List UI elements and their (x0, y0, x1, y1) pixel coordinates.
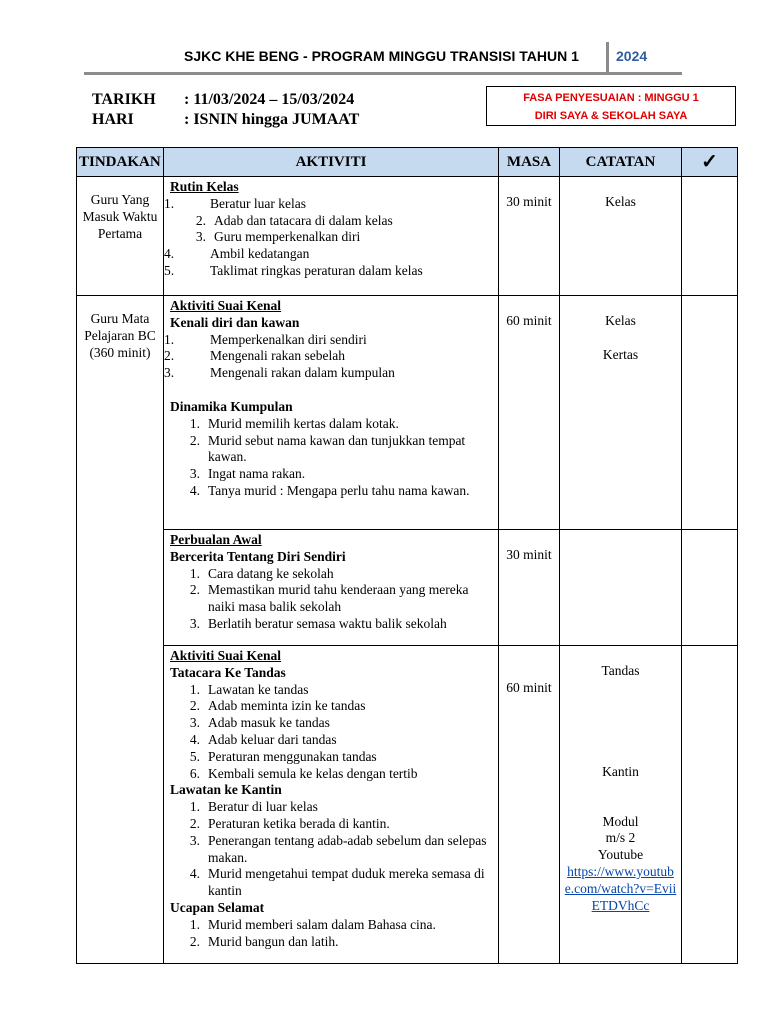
catatan-line: Modul (602, 813, 639, 829)
list-item: 3. Adab masuk ke tandas (189, 715, 330, 731)
catatan-line: Youtube (597, 847, 644, 863)
check-cell[interactable] (682, 530, 738, 646)
list-item: 5. Taklimat ringkas peraturan dalam kelas (164, 262, 423, 278)
list-item: 2. Peraturan ketika berada di kantin. (189, 815, 390, 831)
check-cell[interactable] (682, 177, 738, 296)
tarikh-value: : 11/03/2024 – 15/03/2024 (184, 91, 355, 108)
aktiviti-cell (164, 177, 499, 296)
document-year: 2024 (616, 48, 648, 64)
masa-cell: 60 minit (499, 296, 560, 530)
document-header (84, 42, 682, 75)
activity-subheading: Ucapan Selamat (170, 899, 265, 915)
list-item: 2. Adab dan tatacara di dalam kelas (195, 212, 393, 228)
catatan-cell (560, 296, 682, 530)
table-row (77, 296, 738, 530)
list-item: 4. Adab keluar dari tandas (189, 731, 337, 747)
activity-list (164, 195, 494, 280)
list-item: 1. Murid memilih kertas dalam kotak. (189, 415, 399, 431)
aktiviti-cell (164, 530, 499, 646)
check-cell[interactable] (682, 296, 738, 530)
phase-box (486, 86, 736, 126)
activity-list (164, 917, 494, 951)
header-aktiviti: AKTIVITI (164, 148, 499, 177)
activity-subheading: Kenali diri dan kawan (170, 314, 300, 330)
table-header-row (77, 148, 738, 177)
check-cell[interactable] (682, 646, 738, 964)
header-tindakan: TINDAKAN (77, 148, 164, 177)
activity-heading: Perbualan Awal (170, 532, 262, 547)
activity-list (164, 416, 494, 500)
activity-heading: Aktiviti Suai Kenal (170, 648, 282, 663)
date-block (92, 90, 359, 130)
tindakan-cell: Guru Mata Pelajaran BC (360 minit) (77, 296, 164, 964)
activity-heading: Aktiviti Suai Kenal (170, 298, 282, 313)
list-item: 4. Ambil kedatangan (164, 246, 310, 262)
activity-heading: Rutin Kelas (170, 179, 239, 194)
list-item: 1. Lawatan ke tandas (189, 681, 309, 697)
masa-cell: 30 minit (499, 530, 560, 646)
list-item: 3. Guru memperkenalkan diri (195, 229, 361, 245)
tarikh-label: TARIKH (92, 91, 156, 108)
list-item: 2. Mengenali rakan sebelah (164, 348, 345, 364)
table-row (77, 530, 738, 646)
list-item: 6. Kembali semula ke kelas dengan tertib (189, 765, 418, 781)
header-catatan: CATATAN (560, 148, 682, 177)
table-row (77, 177, 738, 296)
tindakan-cell: Guru Yang Masuk Waktu Pertama (77, 177, 164, 296)
catatan-line: m/s 2 (605, 830, 636, 846)
activity-subheading: Bercerita Tentang Diri Sendiri (170, 548, 346, 564)
header-check: ✓ (682, 148, 738, 177)
catatan-cell (560, 530, 682, 646)
list-item: 4. Tanya murid : Mengapa perlu tahu nama kawan. (189, 482, 470, 498)
list-item: 4. Murid mengetahui tempat duduk mereka semasa di kantin (189, 866, 485, 899)
catatan-line: Kertas (602, 346, 639, 362)
header-divider (606, 42, 609, 72)
list-item: 1. Beratur luar kelas (164, 195, 306, 211)
phase-line-2: DIRI SAYA & SEKOLAH SAYA (534, 110, 688, 122)
list-item: 5. Peraturan menggunakan tandas (189, 748, 377, 764)
activity-list (164, 799, 494, 900)
document-title: SJKC KHE BENG - PROGRAM MINGGU TRANSISI TAHUN 1 (184, 48, 579, 64)
list-item: 2. Memastikan murid tahu kenderaan yang mereka naiki masa balik sekolah (189, 582, 469, 615)
list-item: 1. Beratur di luar kelas (189, 799, 318, 815)
catatan-cell (560, 646, 682, 964)
phase-line-1: FASA PENYESUAIAN : MINGGU 1 (523, 92, 699, 104)
list-item: 2. Adab meminta izin ke tandas (189, 698, 366, 714)
activity-subheading: Tatacara Ke Tandas (170, 664, 286, 680)
list-item: 1. Murid memberi salam dalam Bahasa cina. (189, 916, 436, 932)
masa-cell: 30 minit (499, 177, 560, 296)
schedule-table (76, 147, 738, 964)
youtube-link[interactable]: https://www.youtube.com/watch?v=EviiETDVhCc (564, 863, 677, 913)
aktiviti-cell (164, 296, 499, 530)
list-item: 1. Cara datang ke sekolah (189, 565, 334, 581)
table-row (77, 646, 738, 964)
activity-list (164, 332, 494, 382)
aktiviti-cell (164, 646, 499, 964)
list-item: 3. Berlatih beratur semasa waktu balik sekolah (189, 615, 447, 631)
activity-list (164, 566, 494, 633)
list-item: 1. Memperkenalkan diri sendiri (164, 331, 367, 347)
catatan-cell: Kelas (560, 177, 682, 296)
catatan-line: Tandas (601, 663, 640, 678)
activity-subheading: Dinamika Kumpulan (170, 398, 293, 414)
header-masa: MASA (499, 148, 560, 177)
activity-subheading: Lawatan ke Kantin (170, 782, 282, 798)
list-item: 3. Ingat nama rakan. (189, 466, 306, 482)
list-item: 2. Murid sebut nama kawan dan tunjukkan tempat kawan. (189, 432, 466, 465)
masa-cell: 60 minit (499, 646, 560, 964)
catatan-line: Kantin (602, 763, 639, 779)
hari-value: : ISNIN hingga JUMAAT (184, 111, 360, 128)
activity-list (164, 682, 494, 783)
list-item: 3. Penerangan tentang adab-adab sebelum dan selepas makan. (189, 832, 487, 865)
catatan-line: Kelas (605, 313, 636, 328)
list-item: 2. Murid bangun dan latih. (189, 933, 339, 949)
hari-label: HARI (92, 111, 134, 128)
list-item: 3. Mengenali rakan dalam kumpulan (164, 365, 395, 381)
